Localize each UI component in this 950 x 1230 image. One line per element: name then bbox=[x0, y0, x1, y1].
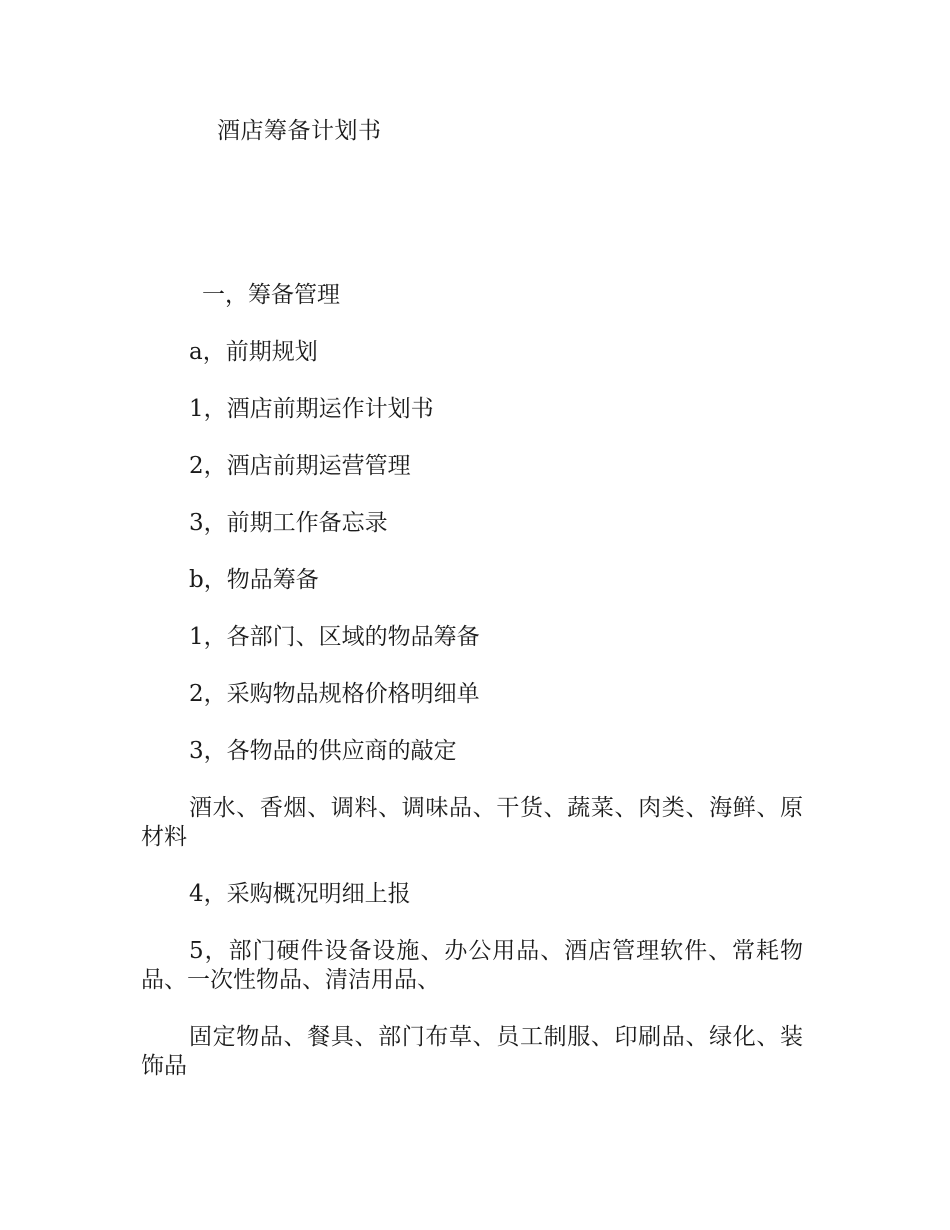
list-item-operation-management: 2，酒店前期运营管理 bbox=[189, 453, 411, 479]
subsection-early-planning: a，前期规划 bbox=[189, 339, 318, 365]
list-item-supplier-selection: 3，各物品的供应商的敲定 bbox=[189, 738, 457, 764]
list-item-purchase-spec-list: 2，采购物品规格价格明细单 bbox=[189, 681, 480, 707]
document-body bbox=[141, 281, 803, 1109]
paragraph-supply-categories: 酒水、香烟、调料、调味品、干货、蔬菜、肉类、海鲜、原材料 bbox=[141, 795, 803, 850]
list-item-work-memo: 3，前期工作备忘录 bbox=[189, 510, 388, 536]
list-item-purchase-report: 4，采购概况明细上报 bbox=[189, 881, 411, 907]
document-title: 酒店筹备计划书 bbox=[217, 118, 382, 144]
section-heading-preparation-management: 一，筹备管理 bbox=[202, 282, 340, 308]
list-item-department-goods: 1，各部门、区域的物品筹备 bbox=[189, 624, 480, 650]
subsection-goods-preparation: b，物品筹备 bbox=[189, 567, 319, 593]
paragraph-fixed-items: 固定物品、餐具、部门布草、员工制服、印刷品、绿化、装饰品 bbox=[141, 1024, 803, 1079]
list-item-department-equipment: 5，部门硬件设备设施、办公用品、酒店管理软件、常耗物品、一次性物品、清洁用品、 bbox=[141, 938, 803, 993]
list-item-operation-plan: 1，酒店前期运作计划书 bbox=[189, 396, 434, 422]
